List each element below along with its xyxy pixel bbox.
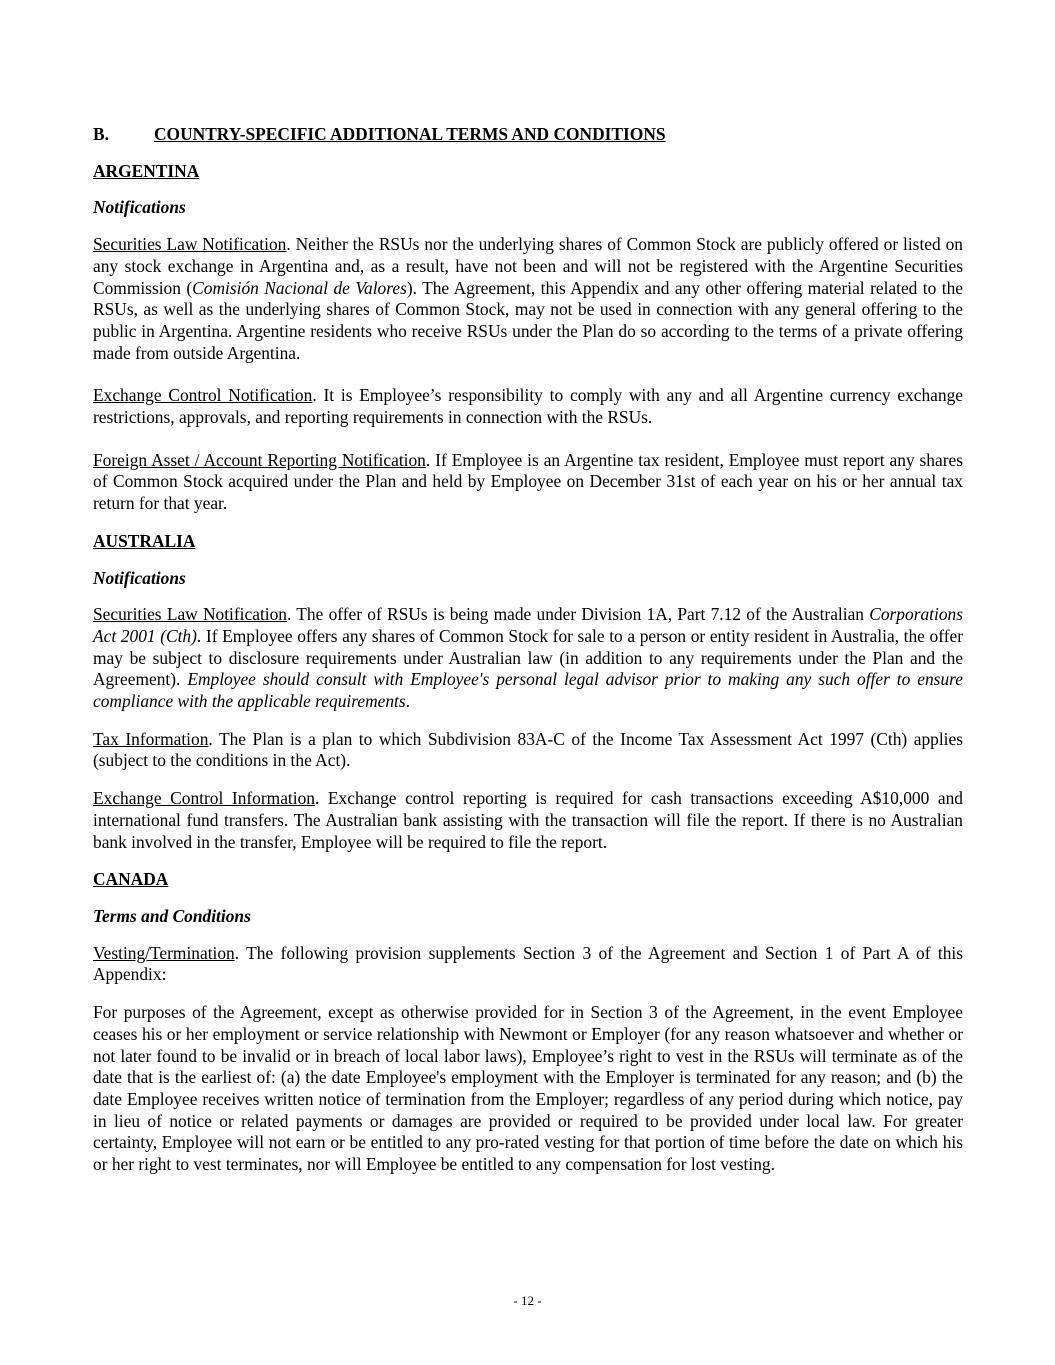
document-page [93,124,963,1192]
paragraph-label: Tax Information [93,728,209,749]
australia-securities-paragraph: Securities Law Notification. The offer of RSUs is being made under Division 1A, Part 7.12 of the Australian Corporations Act 2001 (Cth). If Employee offers any shares of Common Stock for sale to a person or entity resident in Australia, the offer may be subject to disclosure requirements under Australian law (in addition to any requirements under the Plan and the Agreement). Employee should consult with Employee's personal legal advisor prior to making any such offer to ensure compliance with the applicable requirements. [93,604,964,712]
section-heading [93,124,963,146]
country-heading-canada: CANADA [93,869,169,890]
paragraph-label: Exchange Control Notification [93,385,313,406]
subheading-notifications: Notifications [93,197,186,218]
paragraph-label: Vesting/Termination [93,942,235,963]
australia-tax-paragraph: Tax Information. The Plan is a plan to which Subdivision 83A-C of the Income Tax Assessment Act 1997 (Cth) applies (subject to the conditions in the Act). [93,728,964,771]
canada-purposes-paragraph: For purposes of the Agreement, except as otherwise provided for in Section 3 of the Agreement, in the event Employee ceases his or her employment or service relationship with Newmont or Employer (for any reason whatsoever and whether or not later found to be invalid or in breach of local labor laws), Employee’s right to vest in the RSUs will terminate as of the date that is the earliest of: (a) the date Employee's employment with the Employer is terminated for any reason; and (b) the date Employee receives written notice of termination from the Employer; regardless of any period during which notice, pay in lieu of notice or related payments or damages are provided or required to be provided under local law. For greater certainty, Employee will not earn or be entitled to any pro-rated vesting for that portion of time before the date on which his or her right to vest terminates, nor will Employee be entitled to any compensation for lost vesting. [93,1002,963,1175]
subheading-notifications: Notifications [93,567,186,588]
page-number: - 12 - [513,1293,542,1308]
australia-exchange-paragraph: Exchange Control Information. Exchange control reporting is required for cash transactions exceeding A$10,000 and international fund transfers. The Australian bank assisting with the transaction will file the report. If there is no Australian bank involved in the transfer, Employee will be required to file the report. [93,788,963,852]
canada-vesting-paragraph: Vesting/Termination. The following provision supplements Section 3 of the Agreement and Section 1 of Part A of this Appendix: [93,942,963,985]
argentina-securities-paragraph: Securities Law Notification. Neither the RSUs nor the underlying shares of Common Stock are publicly offered or listed on any stock exchange in Argentina and, as a result, have not been and will not be registered with the Argentine Securities Commission (Comisión Nacional de Valores). The Agreement, this Appendix and any other offering material related to the RSUs, as well as the underlying shares of Common Stock, may not be used in connection with any general offering to the public in Argentina. Argentine residents who receive RSUs under the Plan do so according to the terms of a private offering made from outside Argentina. [93,234,964,363]
argentina-foreign-asset-paragraph: Foreign Asset / Account Reporting Notification. If Employee is an Argentine tax resident, Employee must report any shares of Common Stock acquired under the Plan and held by Employee on December 31st of each year on his or her annual tax return for that year. [93,449,963,514]
country-heading-australia: AUSTRALIA [93,530,196,551]
section-number: B. [93,124,109,144]
paragraph-label: Securities Law Notification [93,604,288,625]
argentina-exchange-paragraph: Exchange Control Notification. It is Employee’s responsibility to comply with any and all Argentine currency exchange restrictions, approvals, and reporting requirements in connection with the RSUs. [93,385,963,428]
country-heading-argentina: ARGENTINA [93,160,200,181]
section-title: COUNTRY-SPECIFIC ADDITIONAL TERMS AND CONDITIONS [154,124,666,144]
paragraph-label: Exchange Control Information [93,788,315,809]
paragraph-label: Foreign Asset / Account Reporting Notification [93,449,426,470]
subheading-terms-and-conditions: Terms and Conditions [93,905,251,926]
paragraph-label: Securities Law Notification [93,234,287,255]
